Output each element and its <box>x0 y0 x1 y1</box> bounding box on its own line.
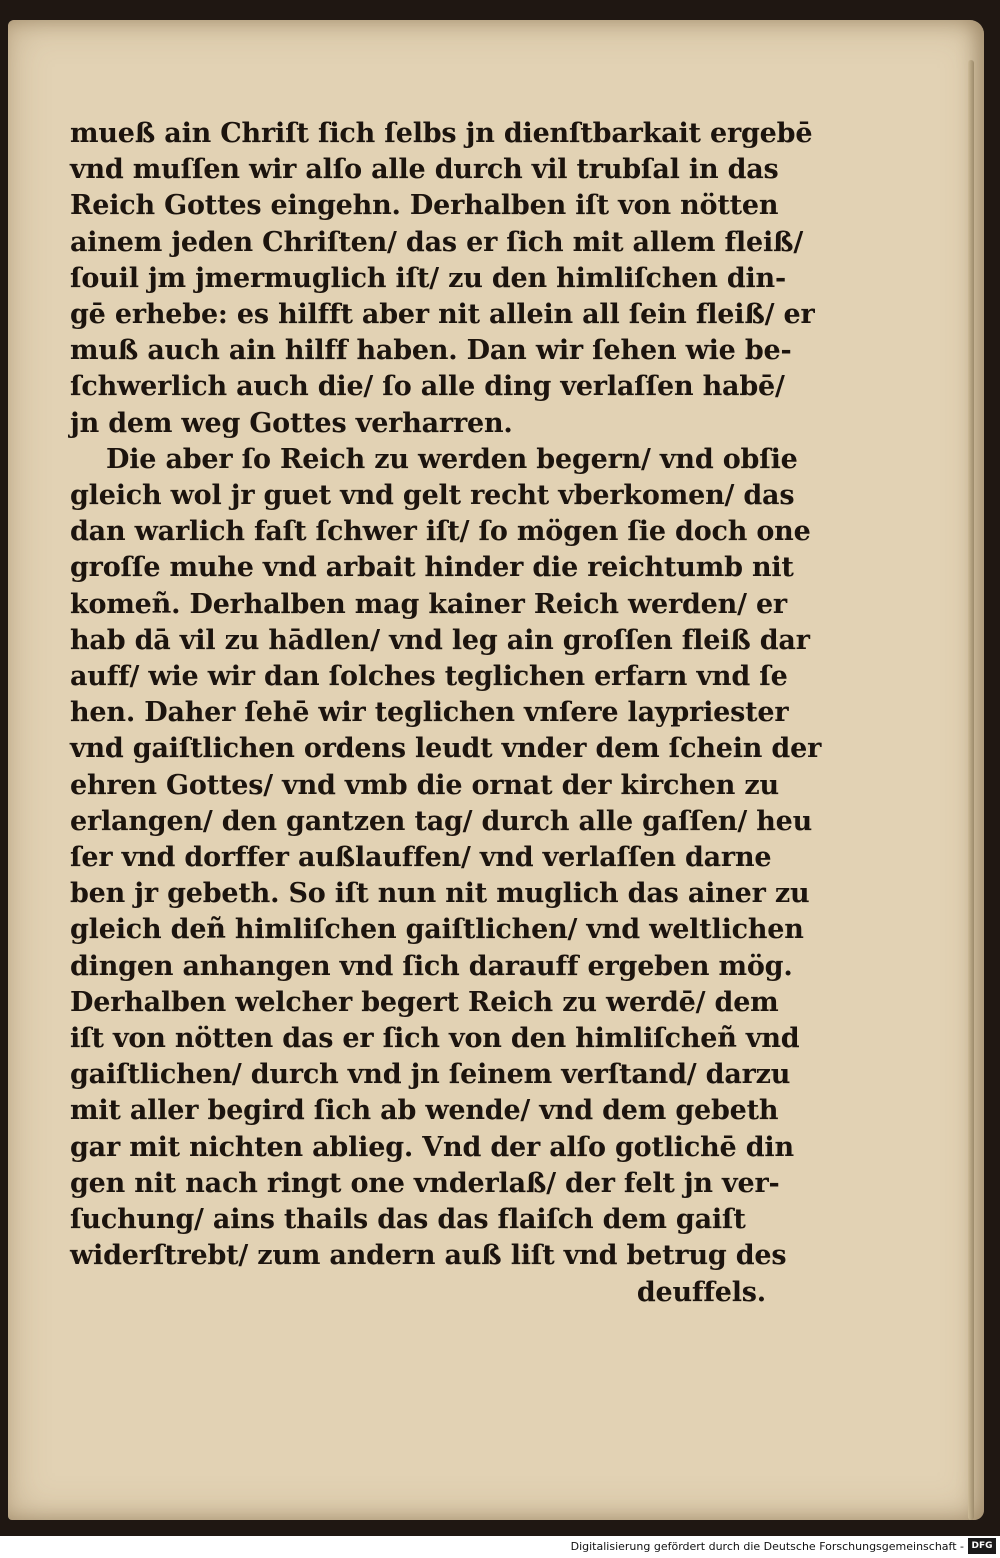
footer-bar <box>0 1536 1000 1558</box>
page-edge <box>968 60 974 1520</box>
text-line: groſſe muhe vnd arbait hinder die reichtumb nit <box>70 552 794 584</box>
text-line: jn dem weg Gottes verharren. <box>70 407 513 439</box>
text-line: gen nit nach ringt one vnderlaß/ der felt jn ver- <box>70 1167 780 1199</box>
text-line: ſchwerlich auch die/ ſo alle ding verlaſſen habē/ <box>70 371 785 403</box>
text-line: ſuchung/ ains thails das das flaiſch dem gaiſt <box>70 1204 746 1236</box>
text-line: gar mit nichten ablieg. Vnd der alſo gotlichē din <box>70 1131 794 1163</box>
text-line: auff/ wie wir dan ſolches teglichen erfarn vnd ſe <box>70 661 788 693</box>
text-line: mit aller begird ſich ab wende/ vnd dem gebeth <box>70 1095 779 1127</box>
text-line: ſouil jm jmermuglich iſt/ zu den himliſchen din- <box>70 262 786 294</box>
text-line: muß auch ain hilff haben. Dan wir ſehen wie be- <box>70 335 792 367</box>
book-page <box>8 20 984 1520</box>
text-line: widerſtrebt/ zum andern auß liſt vnd betrug des <box>70 1240 787 1272</box>
text-line: dan warlich faſt ſchwer iſt/ ſo mögen ſie doch one <box>70 516 811 548</box>
text-line: Reich Gottes eingehn. Derhalben iſt von nötten <box>70 190 779 222</box>
text-line: ainem jeden Chriſten/ das er ſich mit allem fleiß/ <box>70 226 803 258</box>
text-line: dingen anhangen vnd ſich darauff ergeben mög. <box>70 950 793 982</box>
text-line: mueß ain Chriſt ſich ſelbs jn dienſtbarkait ergebē <box>70 118 813 149</box>
text-line: hen. Daher ſehē wir teglichen vnſere laypriester <box>70 697 789 729</box>
catchword-line: deuffels. <box>636 1276 766 1308</box>
text-line: hab dā vil zu hādlen/ vnd leg ain groſſen fleiß dar <box>70 624 810 656</box>
text-line: gē erhebe: es hilfft aber nit allein all ſein fleiß/ er <box>70 299 815 331</box>
text-line: komeñ. Derhalben mag kainer Reich werden/ er <box>70 588 787 620</box>
text-line: ehren Gottes/ vnd vmb die ornat der kirchen zu <box>70 769 779 801</box>
paragraph-start-line: Die aber ſo Reich zu werden begern/ vnd obſie <box>106 443 798 475</box>
text-block <box>70 116 822 1311</box>
text-line: iſt von nötten das er ſich von den himliſcheñ vnd <box>70 1023 800 1055</box>
text-line: Derhalben welcher begert Reich zu werdē/ dem <box>70 986 779 1018</box>
text-line: vnd gaiſtlichen ordens leudt vnder dem ſchein der <box>70 733 822 765</box>
funding-credit: Digitalisierung gefördert durch die Deutsche Forschungsgemeinschaft - <box>570 1540 964 1553</box>
text-line: erlangen/ den gantzen tag/ durch alle gaſſen/ heu <box>70 805 813 837</box>
text-line: gleich wol jr guet vnd gelt recht vberkomen/ das <box>70 480 795 512</box>
text-line: gaiſtlichen/ durch vnd jn ſeinem verſtand/ darzu <box>70 1059 791 1091</box>
dfg-logo-icon: DFG <box>968 1538 996 1554</box>
text-line: ben jr gebeth. So iſt nun nit muglich das ainer zu <box>70 878 810 910</box>
text-line: vnd muſſen wir alſo alle durch vil trubſal in das <box>70 154 779 186</box>
text-line: gleich deñ himliſchen gaiſtlichen/ vnd weltlichen <box>70 914 804 946</box>
text-line: ſer vnd dorffer außlauffen/ vnd verlaſſen darne <box>70 842 772 874</box>
